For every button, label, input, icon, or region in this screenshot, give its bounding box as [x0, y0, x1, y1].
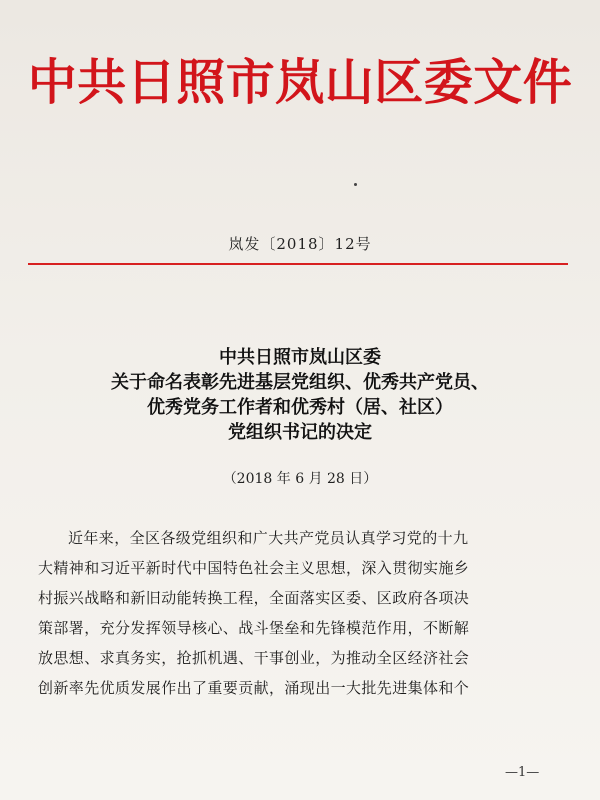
title-line: 中共日照市岚山区委	[219, 347, 381, 368]
document-header-title: 中共日照市岚山区委文件	[27, 54, 573, 111]
body-line: 大精神和习近平新时代中国特色社会主义思想，深入贯彻实施乡	[38, 559, 470, 577]
document-number: 岚发〔2018〕12号	[228, 235, 372, 253]
decision-date: （2018 年 6 月 28 日）	[222, 471, 378, 487]
body-line: 策部署，充分发挥领导核心、战斗堡垒和先锋模范作用，不断解	[38, 619, 470, 637]
title-line: 关于命名表彰先进基层党组织、优秀共产党员、	[111, 372, 489, 393]
page-number: —1—	[505, 765, 540, 780]
title-line: 党组织书记的决定	[228, 422, 372, 443]
title-line: 优秀党务工作者和优秀村（居、社区）	[147, 397, 453, 418]
red-separator-line	[28, 263, 568, 265]
body-line: 放思想、求真务实，抢抓机遇、干事创业，为推动全区经济社会	[38, 649, 470, 667]
body-line: 创新率先优质发展作出了重要贡献，涌现出一大批先进集体和个	[38, 679, 470, 697]
body-line: 近年来，全区各级党组织和广大共产党员认真学习党的十九	[68, 529, 469, 547]
body-line: 村振兴战略和新旧动能转换工程，全面落实区委、区政府各项决	[38, 589, 470, 607]
decision-title	[0, 345, 600, 445]
body-paragraph	[38, 523, 558, 703]
ink-mark	[354, 183, 357, 186]
